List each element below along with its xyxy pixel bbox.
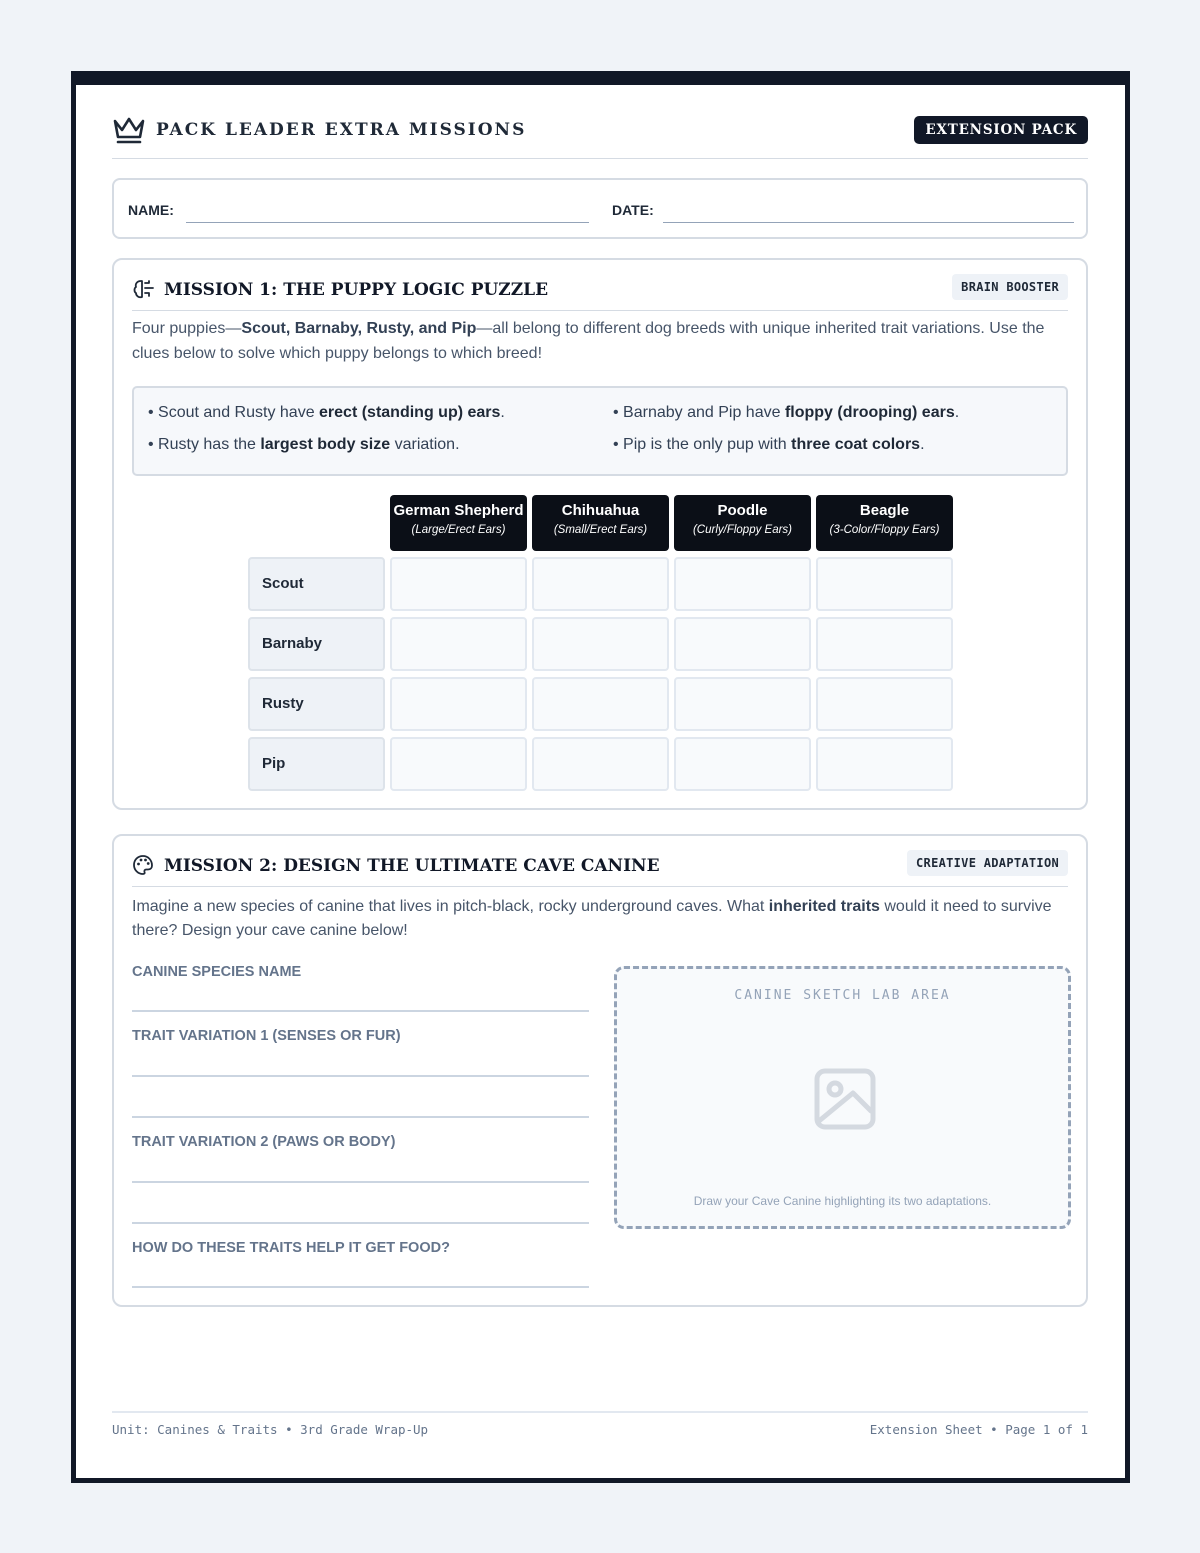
trait-2-field[interactable] [132,1181,589,1183]
clue-item: • Pip is the only pup with three coat colors. [613,436,925,453]
trait-2-label: TRAIT VARIATION 2 (PAWS OR BODY) [132,1134,396,1150]
mission-2-title: MISSION 2: DESIGN THE ULTIMATE CAVE CANINE [164,856,660,876]
mission-2-card [112,834,1088,1307]
food-answer-field[interactable] [132,1286,589,1288]
image-icon [813,1067,877,1131]
mission-1-intro: Four puppies—Scout, Barnaby, Rusty, and Pip—all belong to different dog breeds with unique inherited trait variations. Use the clues below to solve which puppy belongs to which breed! [132,320,1045,362]
mission-2-header [132,850,1068,887]
worksheet-header [112,115,1088,159]
species-name-field[interactable] [132,1010,589,1012]
name-date-box [112,178,1088,239]
clue-item: • Barnaby and Pip have floppy (drooping) ears. [613,404,960,421]
logic-grid-cell[interactable] [816,737,953,791]
clue-item: • Rusty has the largest body size variation. [148,436,460,453]
trait-1-field-line-2[interactable] [132,1116,589,1118]
logic-grid-cell[interactable] [390,737,527,791]
mission-1-card [112,258,1088,810]
logic-grid-cell[interactable] [816,557,953,611]
trait-2-field-line-2[interactable] [132,1222,589,1224]
worksheet-content [112,85,1088,1478]
name-label: NAME: [128,202,174,218]
date-label: DATE: [612,202,654,218]
breed-header-poodle: Poodle (Curly/Floppy Ears) [674,495,811,551]
logic-grid-cell[interactable] [816,677,953,731]
breed-header-beagle: Beagle (3-Color/Floppy Ears) [816,495,953,551]
logic-grid-cell[interactable] [674,557,811,611]
logic-grid-cell[interactable] [532,737,669,791]
brain-booster-tag: BRAIN BOOSTER [952,274,1068,300]
logic-grid-cell[interactable] [816,617,953,671]
logic-grid-cell[interactable] [532,617,669,671]
puppy-label-barnaby: Barnaby [248,617,385,671]
footer-unit-text: Unit: Canines & Traits • 3rd Grade Wrap-Up [112,1422,429,1437]
puppy-label-pip: Pip [248,737,385,791]
footer-page-text: Extension Sheet • Page 1 of 1 [869,1422,1088,1437]
mission-1-header [132,274,1068,311]
breed-header-chihuahua: Chihuahua (Small/Erect Ears) [532,495,669,551]
logic-grid-cell[interactable] [390,617,527,671]
logic-grid-cell[interactable] [390,557,527,611]
breed-header-german-shepherd: German Shepherd (Large/Erect Ears) [390,495,527,551]
name-field[interactable] [186,222,589,223]
extension-pack-badge: EXTENSION PACK [914,116,1088,144]
logic-grid-cell[interactable] [674,617,811,671]
sketch-area-title: CANINE SKETCH LAB AREA [734,988,951,1003]
palette-icon [132,854,154,876]
page-title: PACK LEADER EXTRA MISSIONS [156,120,527,140]
trait-1-field[interactable] [132,1075,589,1077]
logic-grid-cell[interactable] [532,677,669,731]
clue-box [132,386,1068,476]
date-field[interactable] [663,222,1074,223]
species-name-label: CANINE SPECIES NAME [132,964,302,980]
page-footer [112,1411,1088,1441]
logic-grid-cell[interactable] [532,557,669,611]
puppy-label-rusty: Rusty [248,677,385,731]
sketch-area-caption: Draw your Cave Canine highlighting its two adaptations. [693,1194,992,1208]
crown-icon [112,115,146,145]
logic-grid-cell[interactable] [674,737,811,791]
trait-1-label: TRAIT VARIATION 1 (SENSES OR FUR) [132,1028,401,1044]
creative-adaptation-tag: CREATIVE ADAPTATION [907,850,1068,876]
clue-item: • Scout and Rusty have erect (standing up) ears. [148,404,505,421]
logic-grid-cell[interactable] [390,677,527,731]
logic-grid-cell[interactable] [674,677,811,731]
worksheet-page [71,71,1130,1483]
mission-1-title: MISSION 1: THE PUPPY LOGIC PUZZLE [164,280,549,300]
food-question-label: HOW DO THESE TRAITS HELP IT GET FOOD? [132,1240,450,1256]
mission-2-intro: Imagine a new species of canine that lives in pitch-black, rocky underground caves. What inherited traits would it need to survive there? Design your cave canine below! [132,898,1052,939]
sketch-area[interactable] [614,966,1071,1229]
puppy-label-scout: Scout [248,557,385,611]
brain-icon [132,278,154,300]
